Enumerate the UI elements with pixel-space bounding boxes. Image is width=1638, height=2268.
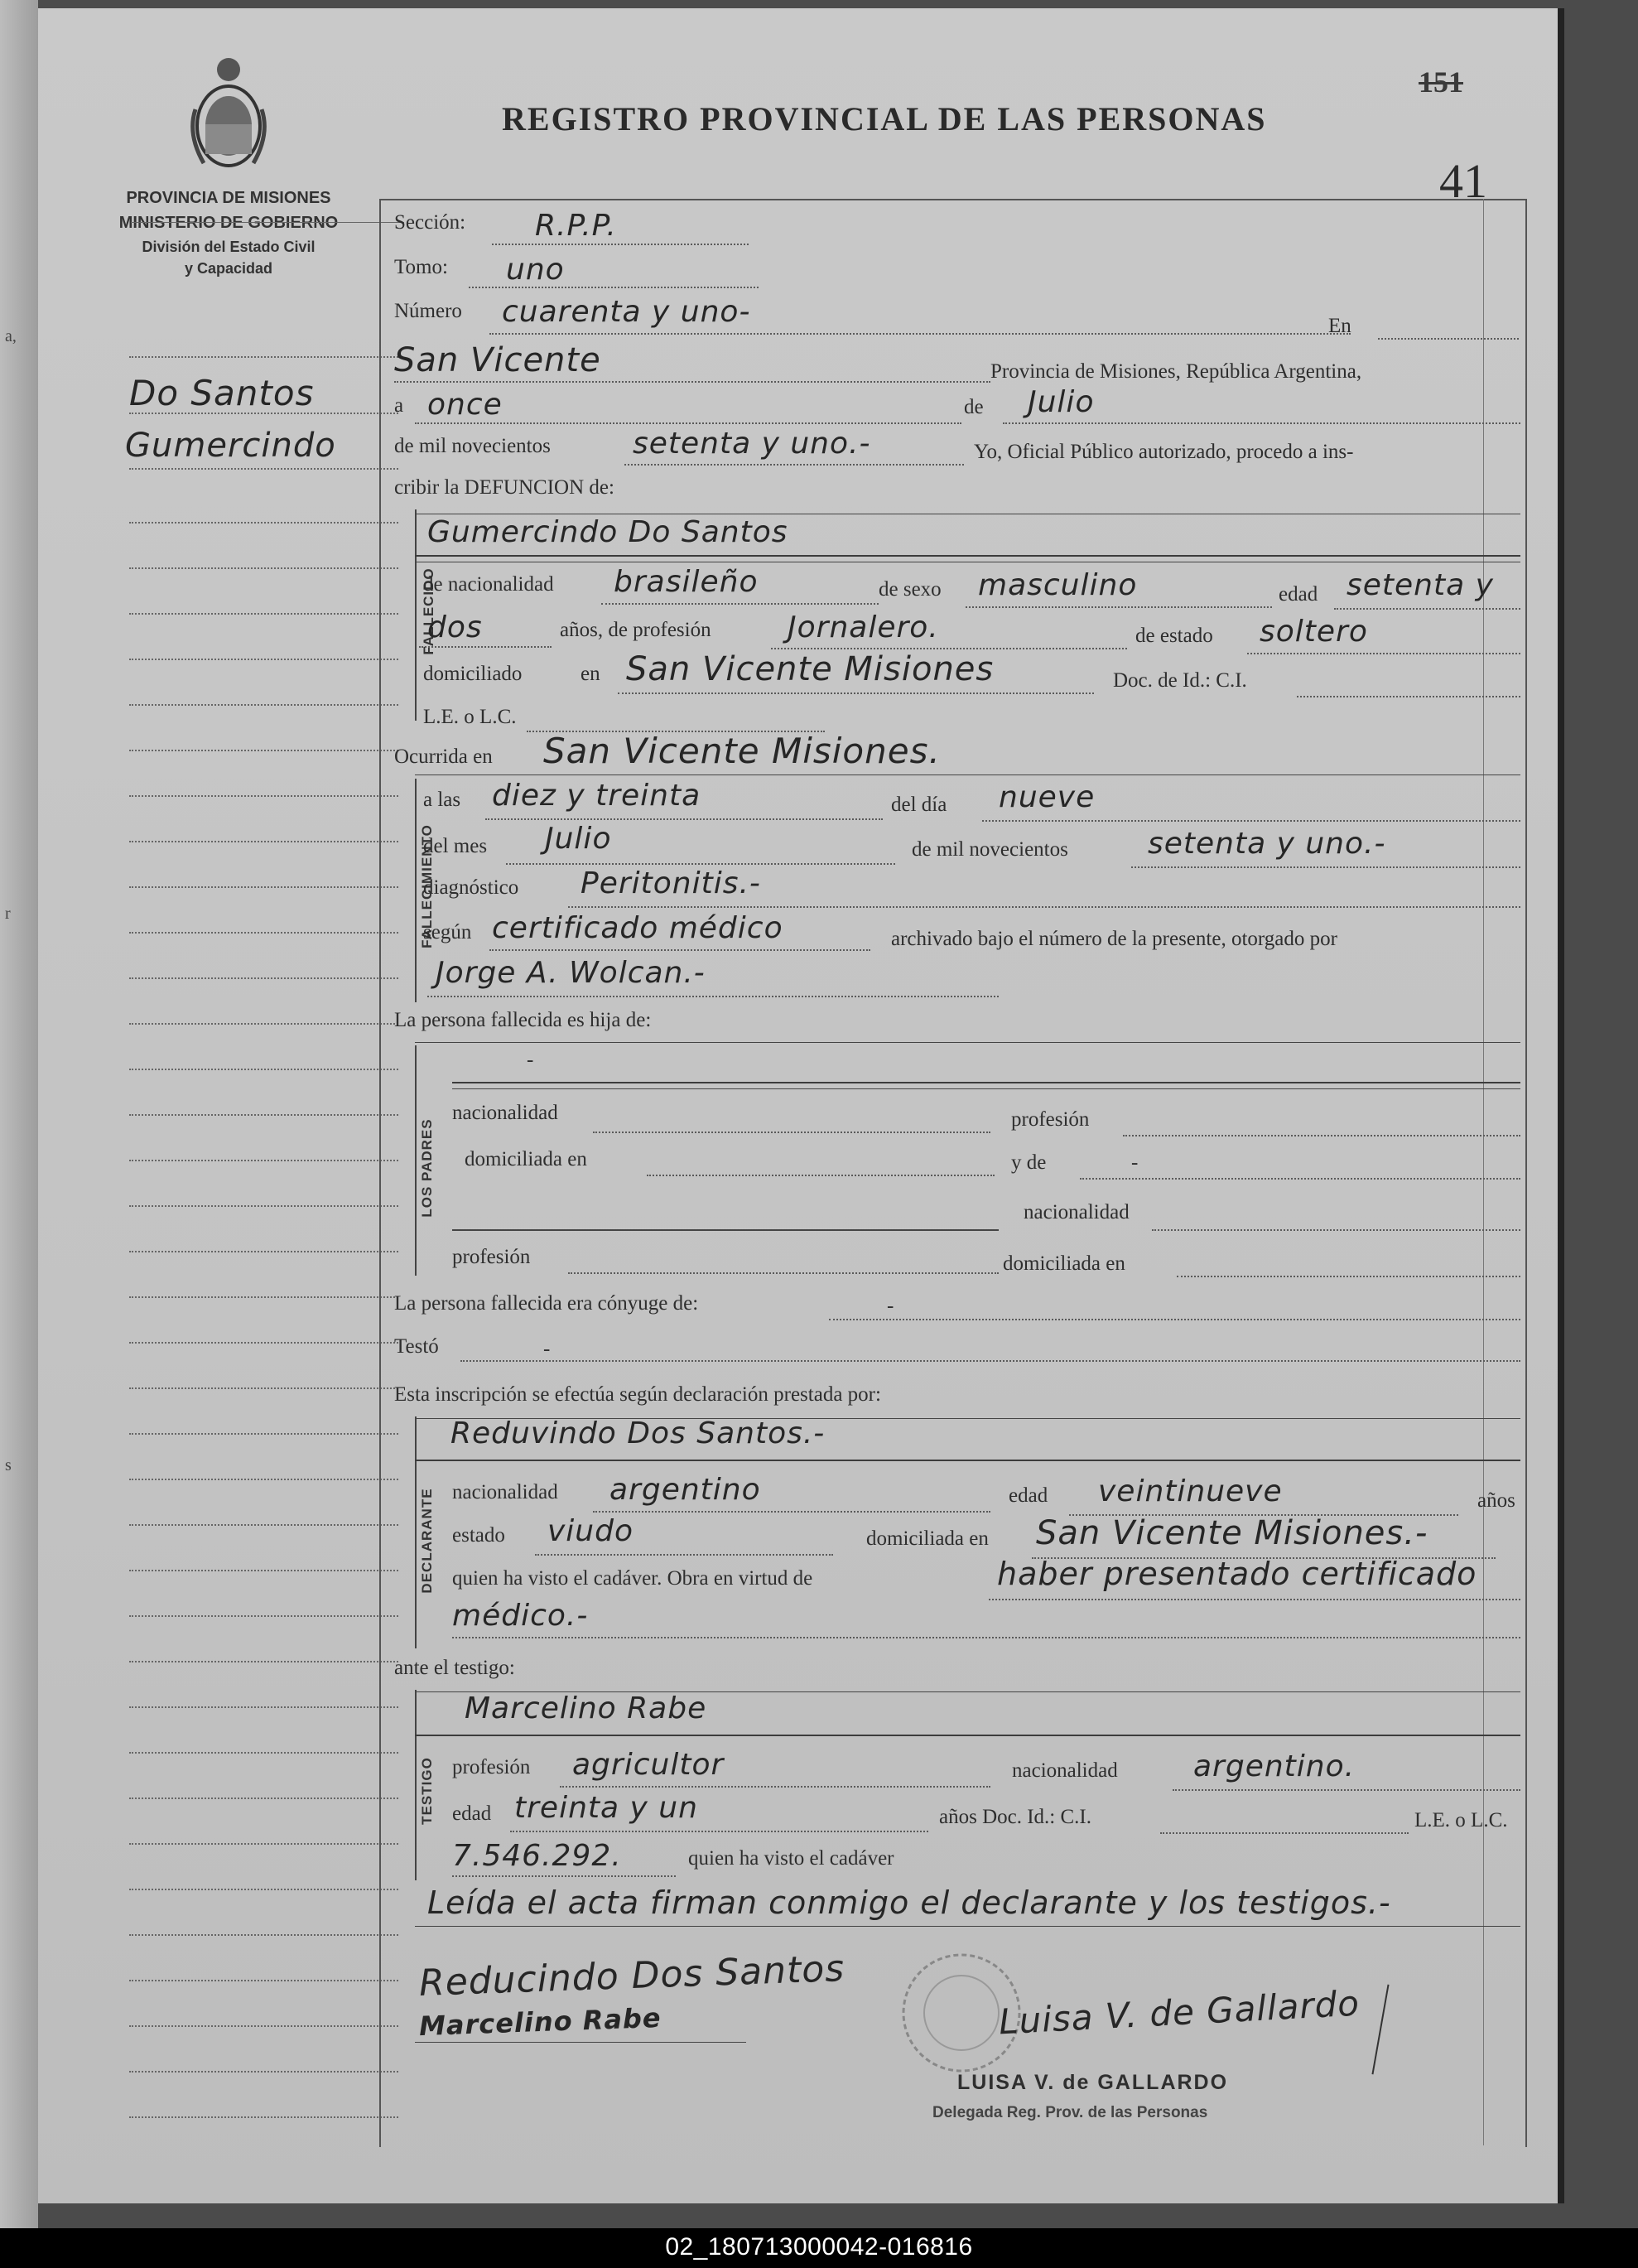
margin-ruled-line bbox=[129, 1023, 398, 1025]
estado-value: soltero bbox=[1260, 615, 1368, 649]
conyuge-value: - bbox=[887, 1295, 894, 1317]
testo-value: - bbox=[543, 1338, 551, 1360]
declarante-estado-value: viudo bbox=[547, 1514, 634, 1548]
left-page-mark: a, bbox=[5, 327, 17, 345]
seccion-label: Sección: bbox=[394, 211, 466, 234]
declarante-nacionalidad-label: nacionalidad bbox=[452, 1481, 558, 1503]
margin-ruled-line bbox=[129, 1706, 398, 1708]
sexo-label: de sexo bbox=[879, 578, 942, 601]
lectura-text: Leída el acta firman conmigo el declarante y los testigos.- bbox=[427, 1884, 1391, 1921]
fallecido-nombre: Gumercindo Do Santos bbox=[427, 515, 788, 549]
testigo-le-label: L.E. o L.C. bbox=[1414, 1809, 1508, 1831]
nacionalidad-label: de nacionalidad bbox=[423, 573, 554, 596]
segun-label: según bbox=[423, 921, 472, 943]
stamp-name: LUISA V. de GALLARDO bbox=[957, 2071, 1229, 2094]
declarante-anios-label: años bbox=[1477, 1489, 1515, 1512]
testo-label: Testó bbox=[394, 1335, 439, 1358]
sexo-value: masculino bbox=[978, 568, 1138, 602]
declarante-domiciliada-label: domiciliada en bbox=[866, 1527, 989, 1550]
testigo-doc-label: años Doc. Id.: C.I. bbox=[939, 1806, 1091, 1828]
diagnostico-value: Peritonitis.- bbox=[581, 866, 761, 900]
margin-ruled-line bbox=[129, 1934, 398, 1936]
tomo-value: uno bbox=[506, 253, 565, 287]
diagnostico-label: diagnóstico bbox=[423, 876, 519, 899]
margin-ruled-line bbox=[129, 522, 398, 524]
margin-ruled-line bbox=[129, 1114, 398, 1116]
fallecimiento-anio-label: de mil novecientos bbox=[912, 838, 1068, 861]
de-label: de bbox=[964, 396, 984, 418]
doc-label: Doc. de Id.: C.I. bbox=[1113, 669, 1247, 692]
declaracion-label: Esta inscripción se efectúa según declaración prestada por: bbox=[394, 1383, 881, 1406]
left-page-edge bbox=[0, 0, 38, 2228]
register-page bbox=[38, 8, 1564, 2203]
domicilio-value: San Vicente Misiones bbox=[626, 650, 995, 688]
padres-dash: - bbox=[527, 1049, 534, 1071]
margin-ruled-line bbox=[129, 1251, 398, 1252]
margin-ruled-line bbox=[129, 2071, 398, 2073]
mes-label: del mes bbox=[423, 835, 488, 857]
testigo-edad-value: treinta y un bbox=[514, 1791, 698, 1825]
en-label: En bbox=[1328, 315, 1351, 337]
margin-ruled-line bbox=[129, 659, 398, 660]
edad-value-a: setenta y bbox=[1347, 568, 1494, 602]
margin-ruled-line bbox=[129, 2116, 398, 2118]
margin-ruled-line bbox=[129, 1661, 398, 1662]
testigo-doc-numero: 7.546.292. bbox=[452, 1839, 622, 1873]
declarante-visto-label: quien ha visto el cadáver. Obra en virtud de bbox=[452, 1567, 813, 1590]
signature-declarante: Reducindo Dos Santos bbox=[418, 1947, 845, 2005]
margin-ruled-line bbox=[129, 1342, 398, 1344]
testigo-visto-label: quien ha visto el cadáver bbox=[688, 1847, 894, 1870]
page-number-struck: 151 bbox=[1419, 65, 1463, 99]
margin-ruled-line bbox=[129, 1570, 398, 1571]
fallecimiento-anio-value: setenta y uno.- bbox=[1148, 827, 1386, 861]
declarante-nacionalidad-value: argentino bbox=[609, 1473, 761, 1507]
org-line-division: División del Estado Civil bbox=[142, 239, 316, 255]
margin-ruled-line bbox=[129, 1798, 398, 1799]
anio-value: setenta y uno.- bbox=[633, 427, 871, 461]
margin-ruled-line bbox=[129, 1433, 398, 1435]
margin-ruled-line bbox=[129, 567, 398, 569]
declarante-domicilio-value: San Vicente Misiones.- bbox=[1036, 1514, 1428, 1552]
testigo-nacionalidad-value: argentino. bbox=[1193, 1749, 1356, 1783]
declarante-edad-value: veintinueve bbox=[1098, 1474, 1283, 1508]
testigo-nombre: Marcelino Rabe bbox=[465, 1691, 707, 1725]
margin-surname: Do Santos bbox=[129, 373, 315, 413]
testigo-profesion-label: profesión bbox=[452, 1756, 531, 1778]
page-title: REGISTRO PROVINCIAL DE LAS PERSONAS bbox=[502, 100, 1267, 138]
seccion-value: R.P.P. bbox=[535, 209, 617, 243]
margin-ruled-line bbox=[129, 1889, 398, 1890]
signature-oficial: Luisa V. de Gallardo bbox=[998, 1982, 1361, 2043]
margin-ruled-line bbox=[129, 977, 398, 979]
nacionalidad-value: brasileño bbox=[614, 565, 759, 599]
edad-label: edad bbox=[1279, 583, 1318, 606]
margin-ruled-line bbox=[129, 1296, 398, 1298]
domicilio-en-label: en bbox=[581, 663, 600, 685]
org-line-province: PROVINCIA DE MISIONES bbox=[126, 189, 331, 207]
margin-ruled-line bbox=[129, 1980, 398, 1981]
signature-testigo: Marcelino Rabe bbox=[418, 2001, 662, 2043]
certificado-value: certificado médico bbox=[492, 911, 783, 945]
margin-ruled-line bbox=[129, 704, 398, 706]
conyuge-label: La persona fallecida era cónyuge de: bbox=[394, 1292, 699, 1315]
margin-ruled-line bbox=[129, 932, 398, 934]
testigo-profesion-value: agricultor bbox=[572, 1748, 725, 1782]
domiciliado-label: domiciliado bbox=[423, 663, 523, 685]
coat-of-arms-icon bbox=[183, 51, 274, 176]
margin-ruled-line bbox=[129, 1205, 398, 1207]
padres-profesion2-label: profesión bbox=[452, 1246, 531, 1268]
lugar-value: San Vicente bbox=[394, 341, 601, 379]
margin-ruled-line bbox=[129, 750, 398, 751]
del-dia-label: del día bbox=[891, 794, 947, 816]
margin-given-name: Gumercindo bbox=[125, 427, 336, 465]
mes-value: Julio bbox=[1028, 385, 1095, 419]
fallecido-section-label: FALLECIDO bbox=[421, 567, 436, 655]
padres-section-label: LOS PADRES bbox=[419, 1118, 435, 1218]
margin-ruled-line bbox=[129, 841, 398, 842]
org-line-capacity: y Capacidad bbox=[184, 260, 273, 277]
dia-value: once bbox=[427, 388, 503, 422]
a-label: a bbox=[394, 394, 404, 417]
margin-ruled-line bbox=[129, 2025, 398, 2027]
margin-ruled-line bbox=[129, 1160, 398, 1161]
margin-ruled-line bbox=[129, 1479, 398, 1480]
inscribir-label: cribir la DEFUNCION de: bbox=[394, 476, 614, 499]
left-page-mark: r bbox=[5, 905, 11, 923]
hora-label: a las bbox=[423, 789, 461, 811]
anios-profesion-label: años, de profesión bbox=[560, 619, 711, 641]
padres-y-de-value: - bbox=[1131, 1151, 1139, 1174]
archivado-label: archivado bajo el número de la presente, otorgado por bbox=[891, 928, 1337, 950]
padres-domiciliada-label: domiciliada en bbox=[465, 1148, 587, 1170]
fallecimiento-section-label: FALLECIMIENTO bbox=[419, 824, 435, 948]
testigo-section-label: TESTIGO bbox=[419, 1757, 435, 1825]
margin-ruled-line bbox=[129, 1615, 398, 1617]
hija-label: La persona fallecida es hija de: bbox=[394, 1009, 652, 1031]
declarante-estado-label: estado bbox=[452, 1524, 505, 1547]
page-number: 41 bbox=[1439, 154, 1487, 208]
hora-value: diez y treinta bbox=[492, 779, 701, 813]
margin-ruled-line bbox=[129, 886, 398, 888]
declarante-obra-value: haber presentado certificado bbox=[997, 1556, 1477, 1592]
margin-ruled-line bbox=[129, 1752, 398, 1754]
margin-ruled-line bbox=[129, 1069, 398, 1070]
fallecimiento-mes-value: Julio bbox=[545, 822, 612, 856]
estado-label: de estado bbox=[1135, 625, 1213, 647]
padres-profesion-label: profesión bbox=[1011, 1108, 1090, 1131]
numero-value: cuarenta y uno- bbox=[502, 295, 751, 329]
declarante-edad-label: edad bbox=[1009, 1484, 1048, 1507]
margin-ruled-line bbox=[129, 795, 398, 797]
padres-nacionalidad2-label: nacionalidad bbox=[1024, 1201, 1130, 1223]
ocurrida-label: Ocurrida en bbox=[394, 746, 493, 768]
tomo-label: Tomo: bbox=[394, 256, 448, 278]
margin-ruled-line bbox=[129, 613, 398, 615]
margin-ruled-line bbox=[129, 1387, 398, 1389]
provincia-label: Provincia de Misiones, República Argentina, bbox=[990, 360, 1362, 383]
margin-ruled-line bbox=[129, 1843, 398, 1845]
stamp-title: Delegada Reg. Prov. de las Personas bbox=[932, 2104, 1208, 2121]
fallecimiento-dia-value: nueve bbox=[999, 780, 1096, 814]
testigo-nacionalidad-label: nacionalidad bbox=[1012, 1759, 1118, 1782]
file-label: 02_180713000042-016816 bbox=[665, 2233, 973, 2261]
anio-label: de mil novecientos bbox=[394, 435, 551, 457]
margin-ruled-line bbox=[129, 1524, 398, 1526]
oficial-label: Yo, Oficial Público autorizado, procedo a ins- bbox=[974, 441, 1354, 463]
le-label: L.E. o L.C. bbox=[423, 706, 517, 728]
declarante-nombre: Reduvindo Dos Santos.- bbox=[450, 1416, 826, 1450]
declarante-obra2-value: médico.- bbox=[452, 1599, 589, 1633]
testigo-intro-label: ante el testigo: bbox=[394, 1657, 515, 1679]
profesion-value: Jornalero. bbox=[788, 610, 939, 644]
ocurrida-value: San Vicente Misiones. bbox=[543, 731, 941, 771]
org-line-ministry: MINISTERIO DE GOBIERNO bbox=[118, 214, 339, 232]
testigo-edad-label: edad bbox=[452, 1802, 492, 1825]
padres-y-de-label: y de bbox=[1011, 1151, 1047, 1174]
left-page-mark: s bbox=[5, 1456, 12, 1474]
padres-domiciliada2-label: domiciliada en bbox=[1003, 1252, 1125, 1275]
edad-value-b: dos bbox=[427, 610, 483, 644]
declarante-section-label: DECLARANTE bbox=[419, 1488, 435, 1594]
padres-nacionalidad-label: nacionalidad bbox=[452, 1102, 558, 1124]
medico-value: Jorge A. Wolcan.- bbox=[436, 956, 706, 990]
numero-label: Número bbox=[394, 300, 462, 322]
